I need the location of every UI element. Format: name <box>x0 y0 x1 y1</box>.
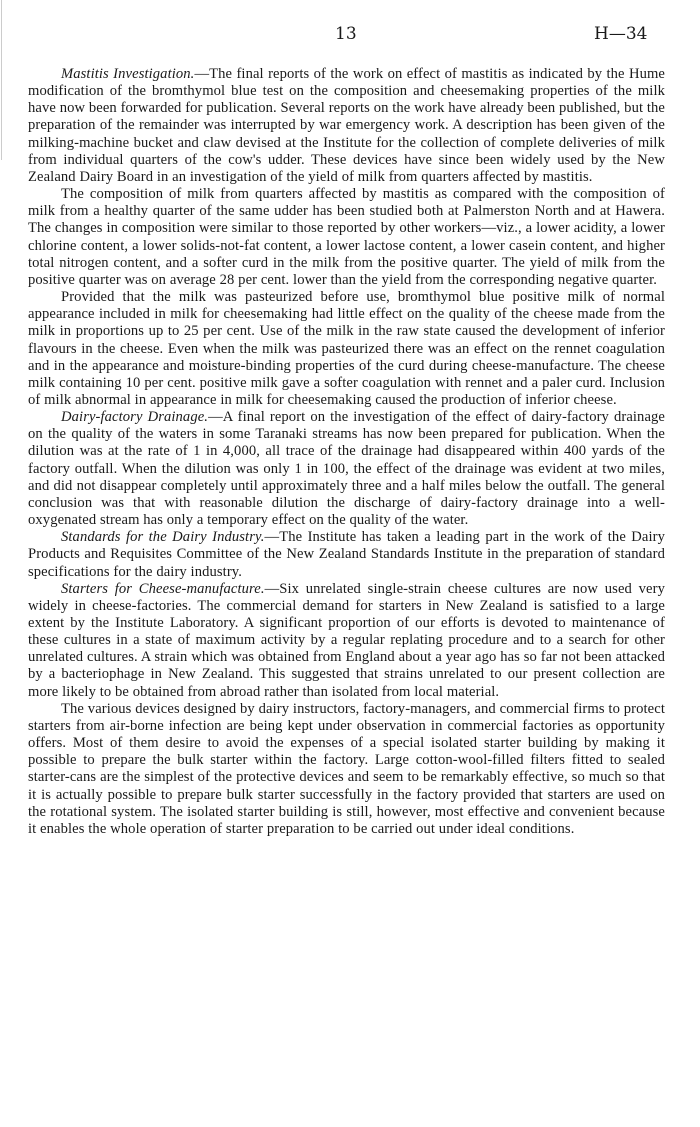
paragraph-drainage <box>28 409 665 529</box>
paragraph-standards <box>28 529 665 580</box>
paragraph-text: —A final report on the investigation of the effect of dairy-factory drainage on the quality of the waters in some Taranaki streams has now been prepared for publication. When the dilution was at the rate of 1 in 4,000, all trace of the drainage had disappeared within 400 yards of the factory outfall. When the dilution was only 1 in 100, the effect of the drainage was evident at two miles, and did not disappear completely until approximately three and a half miles below the outfall. The general conclusion was that with reasonable dilution the discharge of dairy-factory drainage into a well-oxygenated stream has only a temporary effect on the quality of the water. <box>28 409 666 529</box>
paragraph-text: —The final reports of the work on effect of mastitis as indicated by the Hume modification of the bromthymol blue test on the composition and cheesemaking properties of the milk have now been forwarded for publication. Several reports on the work have already been published, but the preparation of the remainder was interrupted by war emergency work. A description has been given of the milking-machine bucket and claw devised at the Institute for the collection of complete deliveries of milk from individual quarters of the cow's udder. These devices have since been widely used by the New Zealand Dairy Board in an investigation of the yield of milk from quarters affected by mastitis. <box>28 66 666 185</box>
series-code: H—34 <box>594 24 648 44</box>
body-text <box>28 66 665 838</box>
page-number: 13 <box>335 24 357 44</box>
page-header <box>0 24 700 48</box>
paragraph-mastitis <box>28 66 665 186</box>
paragraph-text: Provided that the milk was pasteurized before use, bromthymol blue positive milk of normal appearance included in milk for cheesemaking had little effect on the quality of the cheese made from the milk in proportions up to 25 per cent. Use of the milk in the raw state caused the development of inferior flavours in the cheese. Even when the milk was pasteurized there was an effect on the rennet coagulation and in the appearance and moisture-binding properties of the curd during cheese-manufacture. The cheese milk containing 10 per cent. positive milk gave a softer coagulation with rennet and a paler curd. Inclusion of milk abnormal in appearance in milk for cheesemaking caused the production of inferior cheese. <box>28 289 665 408</box>
section-heading-mastitis: Mastitis Investigation. <box>61 66 195 82</box>
paragraph-text: —The Institute has taken a leading part in the work of the Dairy Products and Requisites Committee of the New Zealand Standards Institute in the preparation of standard specifications for the dairy industry. <box>28 529 666 580</box>
paragraph-text: —Six unrelated single-strain cheese cultures are now used very widely in cheese-factories. The commercial demand for starters in New Zealand is satisfied to a large extent by the Institute Laboratory. A significant proportion of our efforts is devoted to maintenance of these cultures in a state of maximum activity by a regular replating procedure and to a search for other unrelated cultures. A strain which was obtained from England about a year ago has so far not been attacked by a bacteriophage in New Zealand. This suggested that strains unrelated to our present collection are more likely to be obtained from abroad rather than isolated from local material. <box>28 580 665 700</box>
paragraph-starters <box>28 581 665 701</box>
section-heading-standards: Standards for the Dairy Industry. <box>61 529 265 546</box>
paragraph-composition <box>28 186 665 289</box>
paragraph-text: The composition of milk from quarters affected by mastitis as compared with the composition of milk from a healthy quarter of the same udder has been studied both at Palmerston North and at Hawera. The changes in composition were similar to those reported by other workers—viz., a lower acidity, a lower chlorine content, a lower solids-not-fat content, a lower lactose content, a lower casein content, and higher total nitrogen content, and a softer curd in the milk from the positive quarter. The yield of milk from the positive quarter was on average 28 per cent. lower than the yield from the corresponding negative quarter. <box>28 186 665 288</box>
section-heading-drainage: Dairy-factory Drainage. <box>61 409 209 426</box>
paragraph-pasteurized <box>28 289 665 409</box>
section-heading-starters: Starters for Cheese-manufacture. <box>61 580 265 597</box>
paragraph-devices <box>28 701 665 838</box>
paragraph-text: The various devices designed by dairy instructors, factory-managers, and commercial firms to protect starters from air-borne infection are being kept under observation in commercial factories as opportunity offers. Most of them desire to avoid the expenses of a special isolated starter building by making it possible to prepare the bulk starter within the factory. Large cotton-wool-filled filters fitted to sealed starter-cans are the simplest of the protective devices and seem to be remarkably effective, so much so that it is actually possible to prepare bulk starter successfully in the factory provided that starters are used on the rotational system. The isolated starter building is still, however, most effective and convenient because it enables the whole operation of starter preparation to be carried out under ideal conditions. <box>28 700 665 837</box>
